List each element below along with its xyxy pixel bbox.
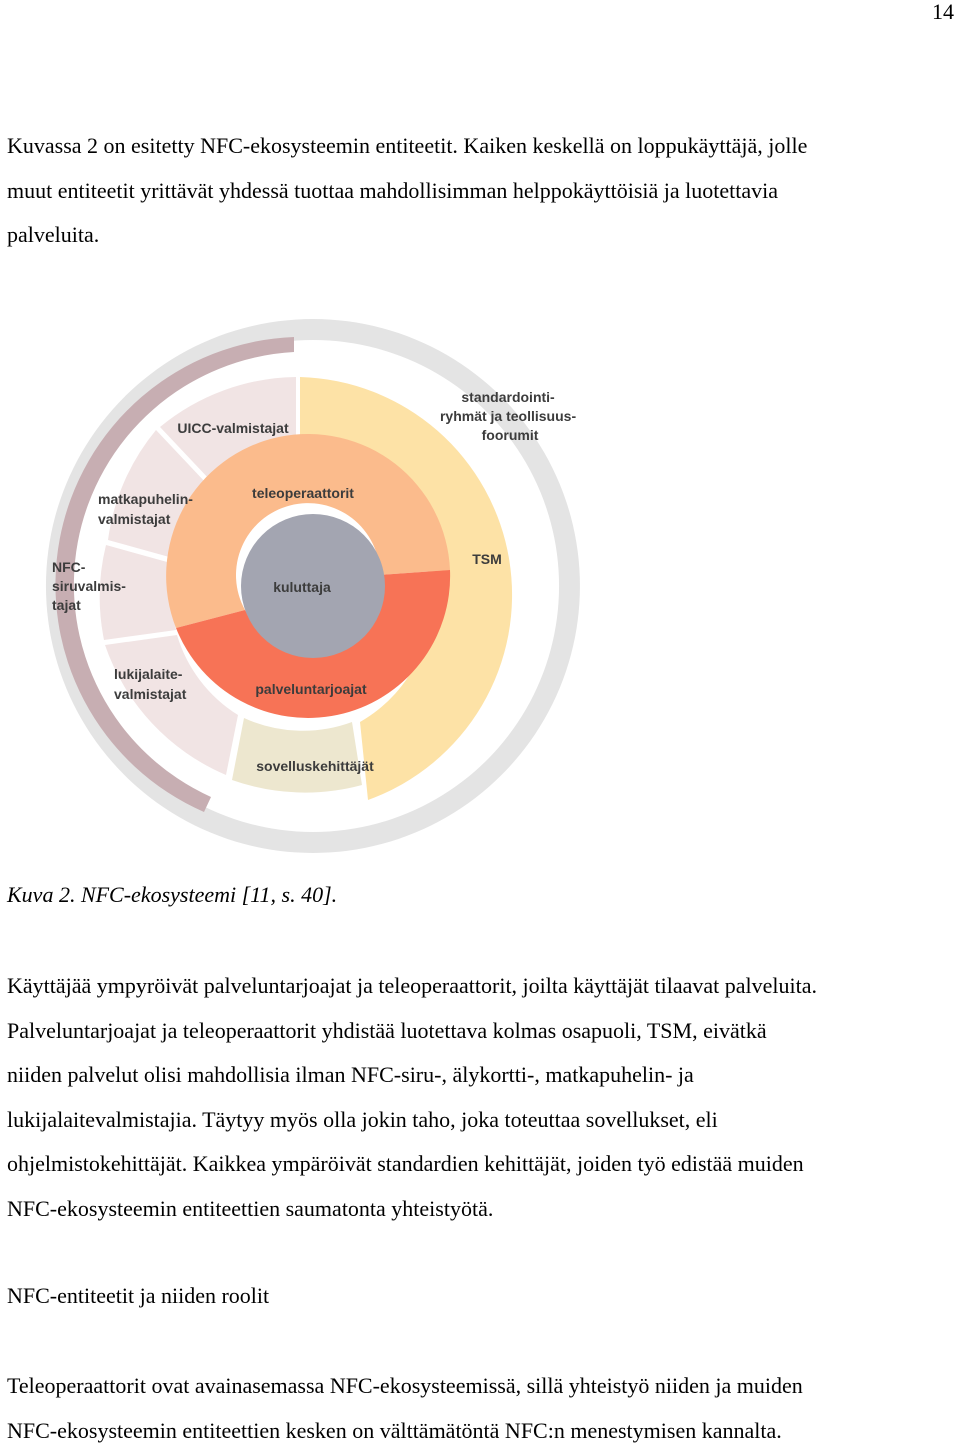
body-line: ohjelmistokehittäjät. Kaikkea ympäröivät standardien kehittäjät, joiden työ edistää muiden [7,1142,953,1187]
body-line: lukijalaitevalmistajia. Täytyy myös olla jokin taho, joka toteuttaa sovellukset, eli [7,1098,953,1143]
last-line: NFC-ekosysteemin entiteettien kesken on välttämätöntä NFC:n menestymisen kannalta. [7,1409,953,1453]
lukijalaite-label-line: lukijalaite- [114,666,183,682]
kuluttaja-label: kuluttaja [273,579,331,595]
sovelluskehittajat-label: sovelluskehittäjät [256,758,374,774]
body-line: NFC-ekosysteemin entiteettien saumatonta yhteistyötä. [7,1187,953,1232]
last-paragraph [7,1364,953,1453]
standardointi-label-line: foorumit [482,427,539,443]
standardointi-label [440,389,580,443]
last-line: Teleoperaattorit ovat avainasemassa NFC-ekosysteemissä, sillä yhteistyö niiden ja muiden [7,1364,953,1409]
sovelluskehittajat-segment [232,718,362,793]
standardointi-label-line: ryhmät ja teollisuus- [440,408,576,424]
section-heading-text: NFC-entiteetit ja niiden roolit [7,1274,953,1319]
nfc-siru-label-line: tajat [52,597,81,613]
palveluntarjoajat-label: palveluntarjoajat [255,681,367,697]
body-line: Palveluntarjoajat ja teleoperaattorit yhdistää luotettava kolmas osapuoli, TSM, eivätkä [7,1009,953,1054]
nfc-siru-label-line: NFC- [52,559,86,575]
teleoperaattorit-label: teleoperaattorit [252,485,354,501]
section-heading [7,1274,953,1319]
body-line: Käyttäjää ympyröivät palveluntarjoajat ja teleoperaattorit, joilta käyttäjät tilaavat palveluita. [7,964,953,1009]
nfc-siru-label-line: siruvalmis- [52,578,126,594]
figure-caption: Kuva 2. NFC-ekosysteemi [11, s. 40]. [7,873,337,917]
intro-line: palveluita. [7,213,953,258]
intro-paragraph [7,124,953,258]
body-paragraph [7,964,953,1231]
nfc-ecosystem-diagram [0,310,660,870]
tsm-label: TSM [472,551,502,567]
intro-line: Kuvassa 2 on esitetty NFC-ekosysteemin entiteetit. Kaiken keskellä on loppukäyttäjä, jolle [7,124,953,169]
standardointi-label-line: standardointi- [461,389,555,405]
page-number: 14 [932,0,954,24]
body-line: niiden palvelut olisi mahdollisia ilman NFC-siru-, älykortti-, matkapuhelin- ja [7,1053,953,1098]
intro-line: muut entiteetit yrittävät yhdessä tuottaa mahdollisimman helppokäyttöisiä ja luotettavia [7,169,953,214]
matkapuhelin-label-line: valmistajat [98,511,171,527]
uicc-label: UICC-valmistajat [177,420,289,436]
matkapuhelin-label-line: matkapuhelin- [98,491,193,507]
lukijalaite-label-line: valmistajat [114,686,187,702]
